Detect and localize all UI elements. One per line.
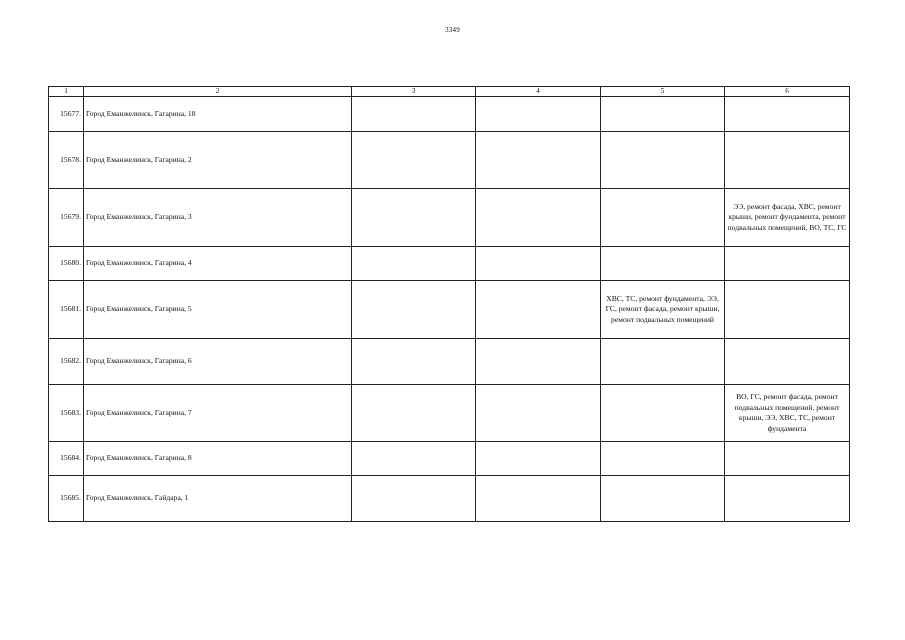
cell-col4 <box>476 97 601 132</box>
address-cell: Город Еманжелинск, Гагарина, 2 <box>84 132 352 189</box>
table-row <box>49 442 850 476</box>
table-row <box>49 281 850 339</box>
address-cell: Город Еманжелинск, Гагарина, 8 <box>84 442 352 476</box>
table-row <box>49 189 850 247</box>
address-cell: Город Еманжелинск, Гагарина, 7 <box>84 385 352 442</box>
cell-col6: ВО, ГС, ремонт фасада, ремонт подвальных помещений, ремонт крыши, ЭЭ, ХВС, ТС, ремонт фундамента <box>725 385 850 442</box>
address-cell: Город Еманжелинск, Гагарина, 6 <box>84 339 352 385</box>
cell-col3 <box>352 189 476 247</box>
row-number: 15684. <box>49 442 84 476</box>
row-number: 15678. <box>49 132 84 189</box>
header-row <box>49 87 850 97</box>
registry-table <box>48 86 850 522</box>
cell-col3 <box>352 132 476 189</box>
row-number: 15683. <box>49 385 84 442</box>
row-number: 15681. <box>49 281 84 339</box>
column-header: 5 <box>601 87 725 97</box>
cell-col5 <box>601 442 725 476</box>
column-header: 2 <box>84 87 352 97</box>
cell-col3 <box>352 476 476 522</box>
row-number: 15685. <box>49 476 84 522</box>
cell-col5 <box>601 247 725 281</box>
cell-col4 <box>476 476 601 522</box>
page-number: 3349 <box>445 26 460 34</box>
cell-col5 <box>601 339 725 385</box>
address-cell: Город Еманжелинск, Гагарина, 5 <box>84 281 352 339</box>
cell-col3 <box>352 247 476 281</box>
cell-col6 <box>725 476 850 522</box>
cell-col4 <box>476 132 601 189</box>
cell-col4 <box>476 247 601 281</box>
cell-col3 <box>352 339 476 385</box>
row-number: 15679. <box>49 189 84 247</box>
cell-col3 <box>352 97 476 132</box>
cell-col4 <box>476 189 601 247</box>
cell-col6 <box>725 281 850 339</box>
cell-col5 <box>601 97 725 132</box>
cell-col5 <box>601 476 725 522</box>
cell-col5 <box>601 385 725 442</box>
table-row <box>49 476 850 522</box>
cell-col4 <box>476 385 601 442</box>
cell-col3 <box>352 442 476 476</box>
cell-col3 <box>352 281 476 339</box>
column-header: 1 <box>49 87 84 97</box>
address-cell: Город Еманжелинск, Гагарина, 3 <box>84 189 352 247</box>
cell-col6 <box>725 247 850 281</box>
address-cell: Город Еманжелинск, Гайдара, 1 <box>84 476 352 522</box>
address-cell: Город Еманжелинск, Гагарина, 4 <box>84 247 352 281</box>
cell-col5 <box>601 189 725 247</box>
column-header: 4 <box>476 87 601 97</box>
row-number: 15682. <box>49 339 84 385</box>
column-header: 6 <box>725 87 850 97</box>
cell-col4 <box>476 442 601 476</box>
table-row <box>49 339 850 385</box>
cell-col3 <box>352 385 476 442</box>
cell-col6 <box>725 97 850 132</box>
table-row <box>49 247 850 281</box>
address-cell: Город Еманжелинск, Гагарина, 18 <box>84 97 352 132</box>
cell-col4 <box>476 281 601 339</box>
table-row <box>49 132 850 189</box>
cell-col6 <box>725 442 850 476</box>
cell-col5 <box>601 132 725 189</box>
cell-col6 <box>725 132 850 189</box>
cell-col5: ХВС, ТС, ремонт фундамента, ЭЭ, ГС, ремонт фасада, ремонт крыши, ремонт подвальных помещений <box>601 281 725 339</box>
row-number: 15677. <box>49 97 84 132</box>
table-row <box>49 97 850 132</box>
cell-col6: ЭЭ, ремонт фасада, ХВС, ремонт крыши, ремонт фундамента, ремонт подвальных помещений, ВО, ТС, ГС <box>725 189 850 247</box>
cell-col4 <box>476 339 601 385</box>
cell-col6 <box>725 339 850 385</box>
column-header: 3 <box>352 87 476 97</box>
row-number: 15680. <box>49 247 84 281</box>
table-row <box>49 385 850 442</box>
